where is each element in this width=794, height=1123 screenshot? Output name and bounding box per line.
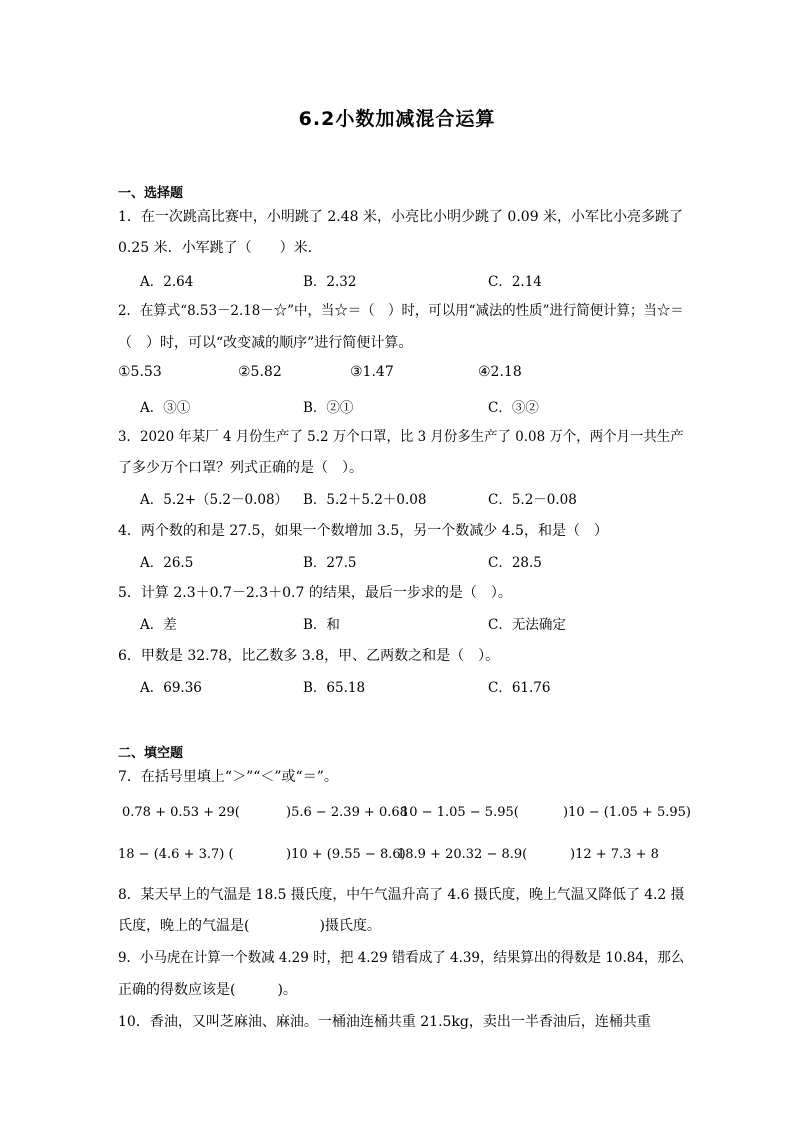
compare-expr-1-right: )5.6 − 2.39 + 0.68 xyxy=(286,805,408,820)
question-2-line-2: （ ）时，可以“改变减的顺序”进行简便计算。 xyxy=(118,335,413,351)
compare-expr-1-left: 0.78 + 0.53 + 29( xyxy=(122,805,240,820)
question-6-line-1: 6．甲数是 32.78，比乙数多 3.8，甲、乙两数之和是（ ）。 xyxy=(118,648,500,664)
question-2-choice-1: ①5.53 xyxy=(118,364,162,380)
compare-expr-4-left: 18.9 + 20.32 − 8.9( xyxy=(397,847,528,862)
compare-expr-3-left: 18 − (4.6 + 3.7) ( xyxy=(118,847,234,862)
question-7-line-1: 7．在括号里填上“＞”“＜”或“＝”。 xyxy=(118,769,338,785)
question-1-line-2: 0.25 米．小军跳了（ ）米． xyxy=(118,240,322,256)
question-1-option-b: B．2.32 xyxy=(303,274,357,290)
question-8-line-2: 氏度，晚上的气温是( )摄氏度。 xyxy=(118,918,381,934)
question-3-option-b: B．5.2＋5.2＋0.08 xyxy=(303,492,427,508)
question-3-option-c: C．5.2－0.08 xyxy=(488,492,577,508)
question-2-choice-3: ③1.47 xyxy=(350,364,394,380)
question-2-option-b: B．②① xyxy=(303,400,354,416)
question-2-choice-2: ②5.82 xyxy=(238,364,282,380)
question-1-option-c: C．2.14 xyxy=(488,274,542,290)
question-3-line-1: 3．2020 年某厂 4 月份生产了 5.2 万个口罩，比 3 月份多生产了 0.08 万个，两个月一共生产 xyxy=(118,429,684,445)
compare-expr-2-right: )10 − (1.05 + 5.95) xyxy=(563,805,691,820)
question-2-option-c: C．③② xyxy=(488,400,539,416)
question-8-line-1: 8．某天早上的气温是 18.5 摄氏度，中午气温升高了 4.6 摄氏度，晚上气温又降低了 4.2 摄 xyxy=(118,887,685,903)
question-5-option-b: B．和 xyxy=(303,617,340,633)
question-2-choice-4: ④2.18 xyxy=(478,364,522,380)
question-2-option-a: A．③① xyxy=(140,400,191,416)
section-heading-fill: 二、填空题 xyxy=(118,746,184,761)
question-6-option-b: B．65.18 xyxy=(303,680,366,696)
question-3-option-a: A．5.2+（5.2－0.08） xyxy=(140,492,289,508)
question-3-line-2: 了多少万个口罩？列式正确的是（ ）。 xyxy=(118,460,363,476)
question-1-option-a: A．2.64 xyxy=(140,274,194,290)
question-4-option-b: B．27.5 xyxy=(303,555,357,571)
question-1-line-1: 1．在一次跳高比赛中，小明跳了 2.48 米，小亮比小明少跳了 0.09 米，小军比小亮多跳了 xyxy=(118,209,684,225)
compare-expr-3-right: )10 + (9.55 − 8.6) xyxy=(286,847,406,862)
question-9-line-2: 正确的得数应该是( )。 xyxy=(118,982,297,998)
question-9-line-1: 9．小马虎在计算一个数减 4.29 时，把 4.29 错看成了 4.39，结果算出的得数是 10.84，那么 xyxy=(118,950,685,966)
question-4-option-a: A．26.5 xyxy=(140,555,194,571)
page-title: 6.2小数加减混合运算 xyxy=(298,108,496,130)
compare-expr-2-left: 10 − 1.05 − 5.95( xyxy=(401,805,519,820)
question-4-line-1: 4．两个数的和是 27.5，如果一个数增加 3.5，另一个数减少 4.5，和是（ ） xyxy=(118,523,608,539)
question-6-option-a: A．69.36 xyxy=(140,680,202,696)
question-6-option-c: C．61.76 xyxy=(488,680,551,696)
question-2-line-1: 2．在算式“8.53－2.18－☆”中，当☆＝（ ）时，可以用“减法的性质”进行简便计算；当☆＝ xyxy=(118,303,684,319)
question-5-option-c: C．无法确定 xyxy=(488,617,566,633)
compare-expr-4-right: )12 + 7.3 + 8 xyxy=(570,847,659,862)
question-10-line-1: 10．香油，又叫芝麻油、麻油。一桶油连桶共重 21.5kg，卖出一半香油后，连桶共重 xyxy=(118,1014,651,1030)
section-heading-choice: 一、选择题 xyxy=(118,186,184,201)
question-4-option-c: C．28.5 xyxy=(488,555,542,571)
question-5-option-a: A．差 xyxy=(140,617,177,633)
question-5-line-1: 5．计算 2.3＋0.7－2.3＋0.7 的结果，最后一步求的是（ ）。 xyxy=(118,585,512,601)
